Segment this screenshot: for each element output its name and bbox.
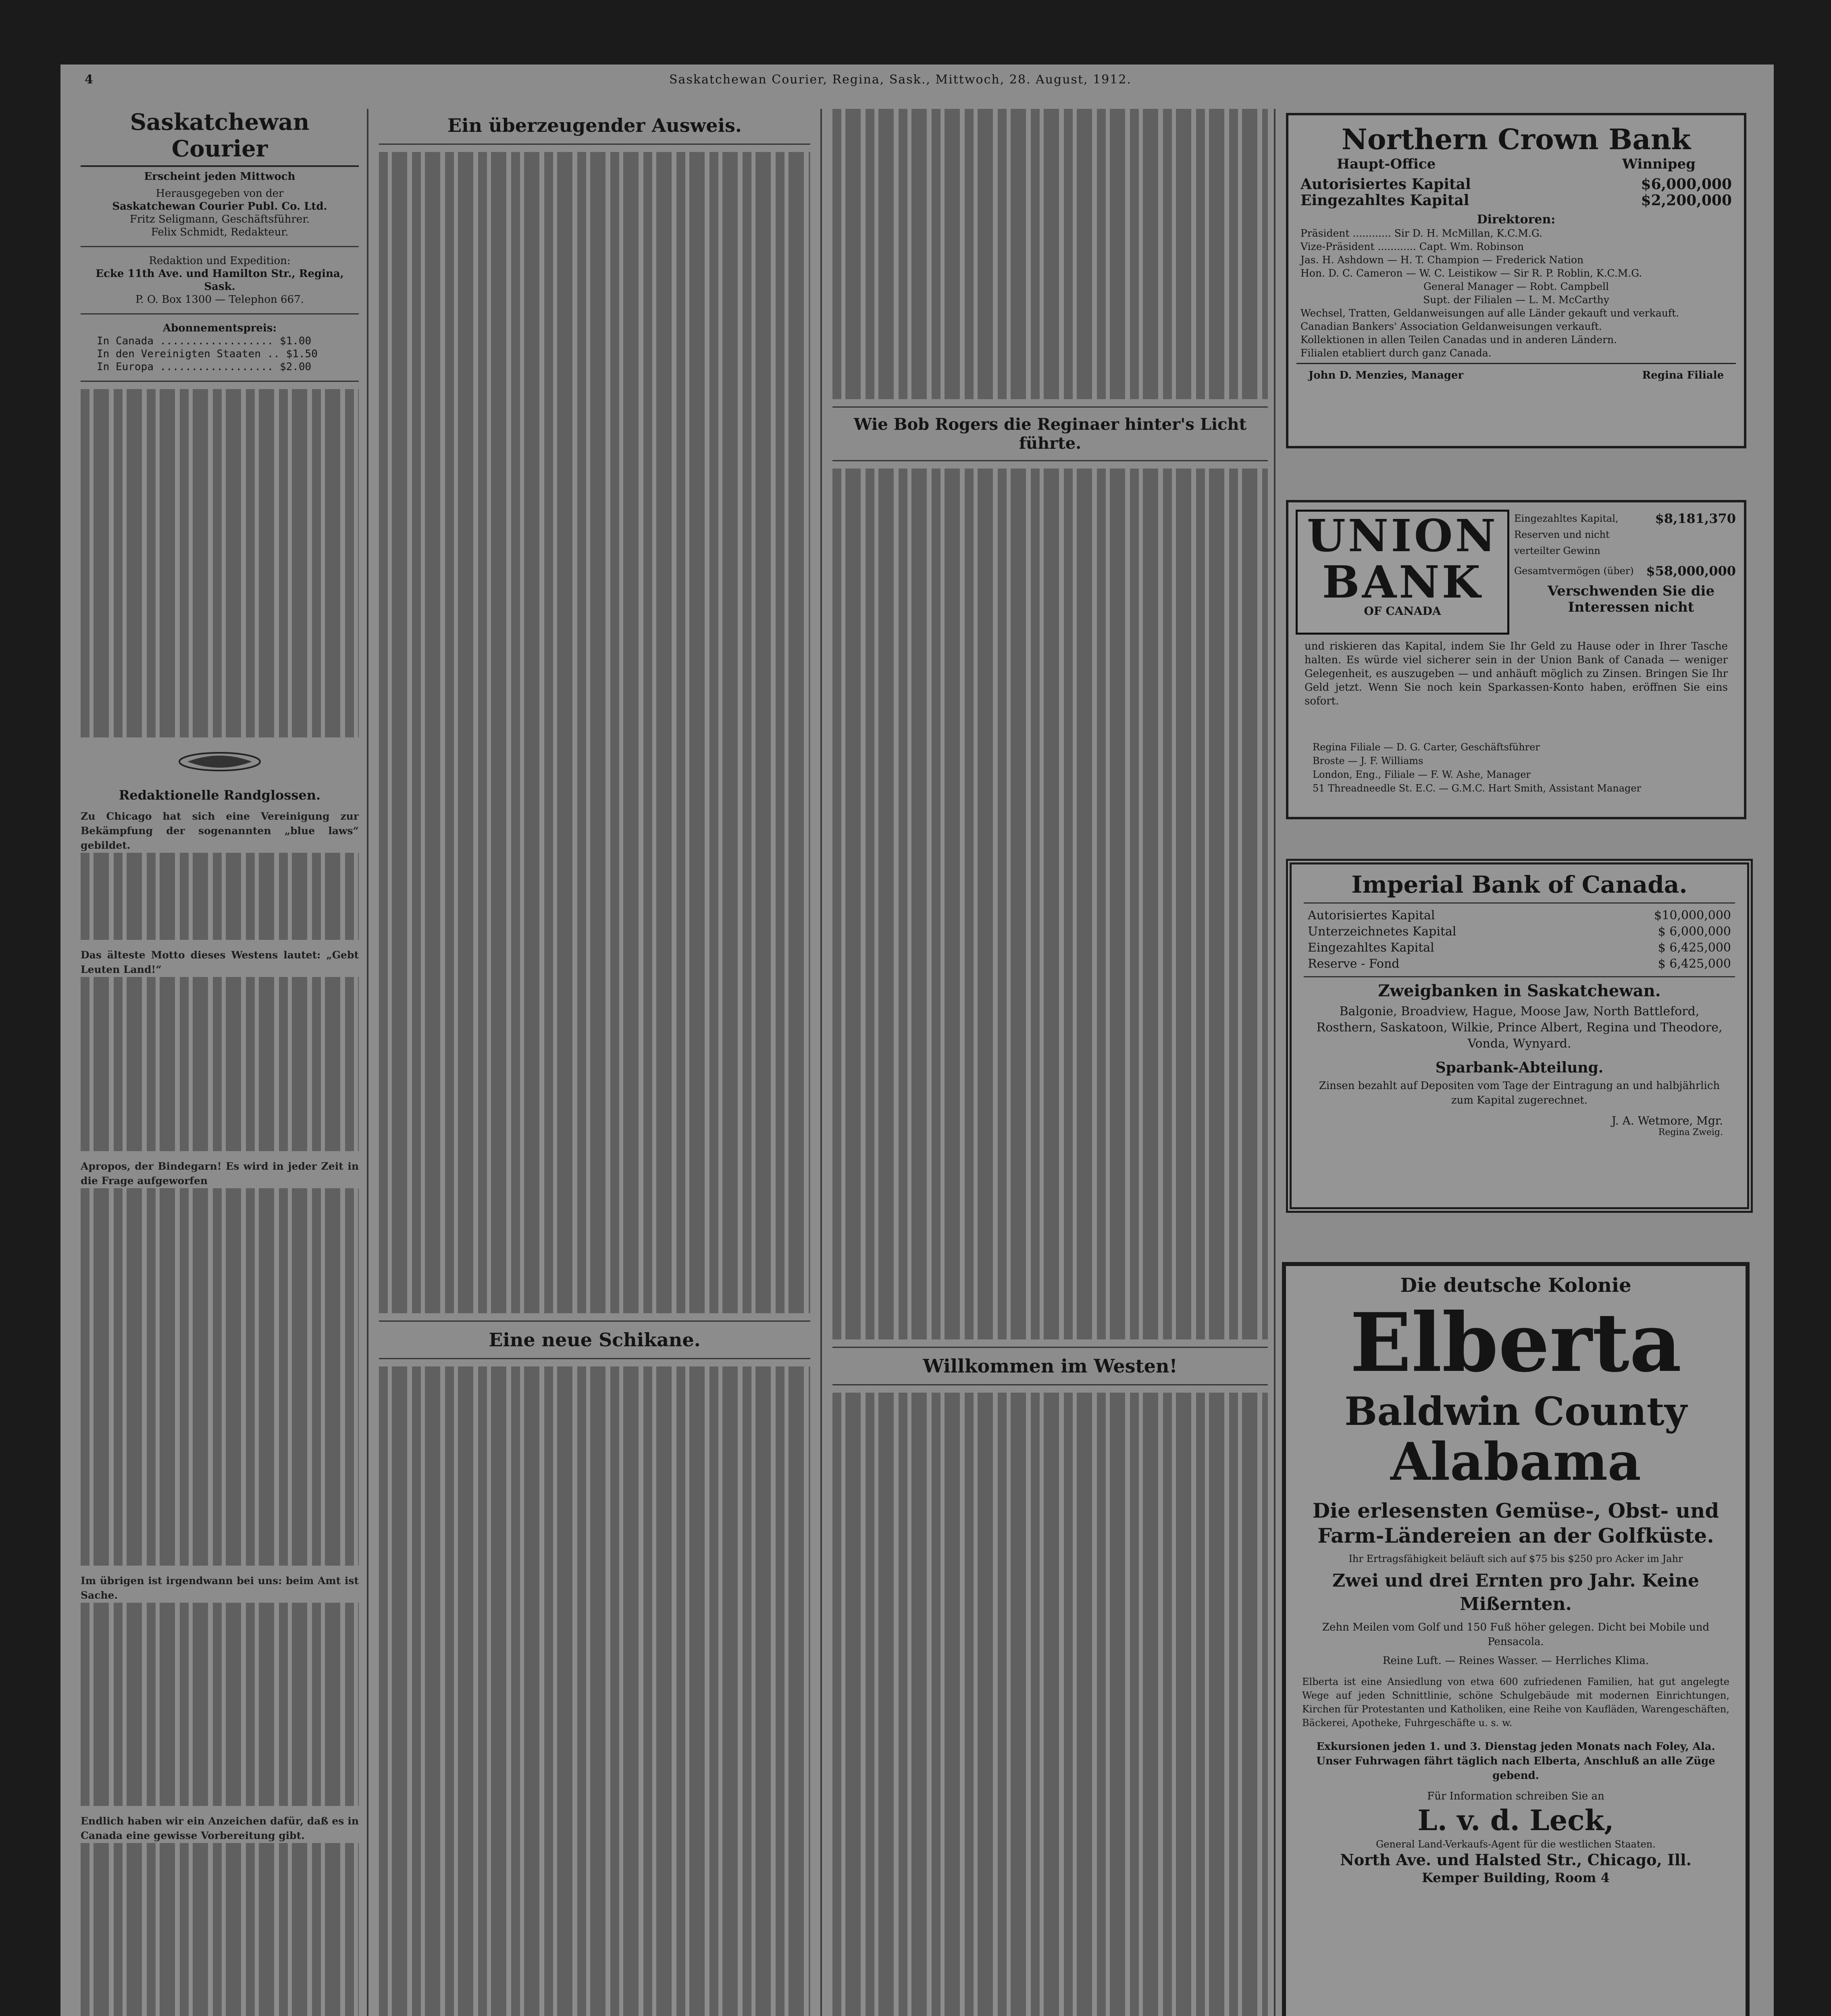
glosse-lead: Zu Chicago hat sich eine Vereinigung zur Bekämpfung der sogenannten „blue laws“ gebildet. <box>81 810 359 851</box>
union-bank-logo: UNION BANK OF CANADA <box>1296 510 1509 635</box>
column-3 <box>832 109 1268 2016</box>
prices <box>81 335 359 373</box>
article-continuation <box>832 109 1268 399</box>
glosse-lead: Apropos, der Bindegarn! Es wird in jeder Zeit in die Frage aufgeworfen <box>81 1160 359 1187</box>
union-figures: Eingezahltes Kapital, Reserven und nicht verteilter Gewinn $8,181,370 Gesamtvermögen (über) $58,000,000 <box>1514 511 1736 579</box>
ornament-divider <box>81 750 359 775</box>
article-willkommen-body <box>832 1393 1268 2016</box>
elberta-tagline: Die erlesensten Gemüse-, Obst- und Farm-Ländereien an der Golfküste. <box>1312 1499 1719 1547</box>
masthead-office <box>81 254 359 306</box>
article-schikane-body <box>379 1366 810 2016</box>
masthead-publisher <box>81 187 359 239</box>
directors-heading: Direktoren: <box>1477 212 1556 227</box>
publisher-line: Felix Schmidt, Redakteur. <box>151 226 289 238</box>
ad-union-bank <box>1286 500 1746 819</box>
column-rule <box>820 109 822 2016</box>
elberta-county: Baldwin County <box>1344 1389 1687 1434</box>
glosse-lead: Endlich haben wir ein Anzeichen dafür, daß es in Canada eine gewisse Vorbereitung gibt. <box>81 1815 359 1841</box>
price-line: In Europa .................. $2.00 <box>97 361 312 373</box>
headline-schikane: Eine neue Schikane. <box>489 1329 701 1351</box>
ad-footer: John D. Menzies, Manager Regina Filiale <box>1296 363 1736 383</box>
glosse-lead: Im übrigen ist irgendwann bei uns: beim Amt ist Sache. <box>81 1575 359 1601</box>
ad-title: Imperial Bank of Canada. <box>1351 871 1687 898</box>
imperial-capital-table: Autorisiertes Kapital $10,000,000 Unterzeichnetes Kapital $ 6,000,000 Eingezahltes Kapital $ 6,425,000 Reserve - Fond $ 6,425,000 <box>1308 908 1731 971</box>
page-number: 4 <box>85 73 93 87</box>
column-rule <box>367 109 368 2016</box>
running-head-text: Saskatchewan Courier, Regina, Sask., Mittwoch, 28. August, 1912. <box>669 73 1132 87</box>
office-label: Haupt-Office <box>1337 156 1436 172</box>
article-rogers-body <box>832 469 1268 1339</box>
capital-table <box>1288 172 1744 212</box>
elberta-info: Für Information schreiben Sie an <box>1427 1790 1604 1802</box>
imperial-branches-heading: Zweigbanken in Saskatchewan. <box>1378 981 1661 1000</box>
running-head <box>85 73 1750 97</box>
price-line: In Canada .................. $1.00 <box>97 335 312 347</box>
glosse-lead: Das älteste Motto dieses Westens lautet: „Gebt Leuten Land!“ <box>81 949 359 975</box>
imperial-branches: Balgonie, Broadview, Hague, Moose Jaw, North Battleford, Rosthern, Saskatoon, Wilkie, Prince Albert, Regina und Theodore, Vonda, Wynyard. <box>1316 1004 1723 1051</box>
office-line: Redaktion und Expedition: <box>149 255 291 267</box>
directors-list: Präsident ............ Sir D. H. McMillan, K.C.M.G. Vize-Präsident ............ Capt. Wm. Robinson Jas. H. Ashdown — H. T. Champion — Frederick Nation Hon. D. C. Cameron — W. C. Leistikow — Sir R. P. Roblin, K.C.M.G. General Manager — Robt. Campbell Supt. der Filialen — L. M. McCarthy Wechsel, Tratten, Geldanweisungen auf alle Länder gekauft und verkauft. Canadian Bankers' Association Geldanweisungen verkauft. Kollektionen in allen Teilen Canadas und in anderen Ländern. Filialen etabliert durch ganz Canada. <box>1300 227 1679 359</box>
column-2 <box>379 109 810 2016</box>
office-line: P. O. Box 1300 — Telephon 667. <box>135 294 304 306</box>
elberta-features: Reine Luft. — Reines Wasser. — Herrliches Klima. <box>1382 1655 1649 1667</box>
section-heading-randglossen: Redaktionelle Randglossen. <box>119 787 321 803</box>
headline-bob-rogers: Wie Bob Rogers die Reginaer hinter's Licht führte. <box>853 415 1247 453</box>
union-branches: Regina Filiale — D. G. Carter, Geschäftsführer Broste — J. F. Williams London, Eng., Filiale — F. W. Ashe, Manager 51 Threadneedle St. E.C. — G.M.C. Hart Smith, Assistant Manager <box>1313 741 1642 794</box>
ad-elberta <box>1282 1262 1750 2016</box>
imperial-manager: J. A. Wetmore, Mgr. Regina Zweig. <box>1611 1114 1723 1137</box>
elberta-agent-title: General Land-Verkaufs-Agent für die westlichen Staaten. <box>1376 1839 1656 1850</box>
elberta-agent: L. v. d. Leck, <box>1417 1804 1614 1837</box>
elberta-crops: Zwei und drei Ernten pro Jahr. Keine Mißernten. <box>1332 1570 1700 1614</box>
masthead-subtitle: Erscheint jeden Mittwoch <box>144 171 295 183</box>
masthead-title: Saskatchewan Courier <box>81 109 359 167</box>
office-line: Ecke 11th Ave. und Hamilton Str., Regina, Sask. <box>96 268 344 293</box>
elberta-body: Elberta ist eine Ansiedlung von etwa 600 zufriedenen Familien, hat gut angelegte Wege auf jeden Schnittlinie, schöne Schulgebäude mit modernen Einrichtungen, Kirchen für Protestanten und Katholiken, eine Reihe von Kaufläden, Warengeschäften, Bäckerei, Apotheke, Fuhrgeschäfte u. s. w. <box>1302 1676 1729 1729</box>
elberta-excursions: Exkursionen jeden 1. und 3. Dienstag jeden Monats nach Foley, Ala. Unser Fuhrwagen fährt täglich nach Elberta, Anschluß an alle Züge gebend. <box>1316 1741 1715 1782</box>
prices-heading: Abonnementspreis: <box>162 322 277 334</box>
elberta-address-room: Kemper Building, Room 4 <box>1422 1870 1610 1885</box>
elberta-title: Elberta <box>1350 1295 1682 1390</box>
headline-willkommen: Willkommen im Westen! <box>923 1355 1178 1377</box>
union-slogan: Verschwenden Sie die Interessen nicht <box>1547 583 1715 615</box>
price-line: In den Vereinigten Staaten .. $1.50 <box>97 348 318 360</box>
capital-row: Autorisiertes Kapital $6,000,000 <box>1300 176 1732 193</box>
publisher-line: Fritz Seligmann, Geschäftsführer. <box>129 213 310 225</box>
office-city: Winnipeg <box>1622 156 1696 172</box>
elberta-kicker: Die deutsche Kolonie <box>1400 1274 1631 1297</box>
ad-northern-crown-bank <box>1286 113 1746 448</box>
imperial-savings-heading: Sparbank-Abteilung. <box>1435 1059 1604 1076</box>
ad-title: Northern Crown Bank <box>1341 123 1691 156</box>
elberta-address: North Ave. und Halsted Str., Chicago, Ill. <box>1340 1851 1692 1869</box>
publisher-line: Saskatchewan Courier Publ. Co. Ltd. <box>112 200 327 212</box>
newspaper-page <box>60 65 1774 2016</box>
elberta-price-note: Ihr Ertragsfähigkeit beläuft sich auf $75 bis $250 pro Acker im Jahr <box>1348 1553 1683 1564</box>
publisher-line: Herausgegeben von der <box>156 187 284 200</box>
imperial-savings: Zinsen bezahlt auf Depositen vom Tage der Eintragung an und halbjährlich zum Kapital zugerechnet. <box>1319 1080 1720 1106</box>
headline-ausweis: Ein überzeugender Ausweis. <box>447 115 742 136</box>
union-text: und riskieren das Kapital, indem Sie Ihr Geld zu Hause oder in Ihrer Tasche halten. Es würde viel sicherer sein in der Union Bank of Canada — weniger Gelegenheit, es auszugeben — und anhäuft möglich zu Zinsen. Bringen Sie Ihr Geld jetzt. Wenn Sie noch kein Sparkassen-Konto haben, eröffnen Sie eins sofort. <box>1305 640 1728 707</box>
column-1 <box>81 109 359 2016</box>
masthead-notices <box>81 389 359 737</box>
ad-office-row <box>1288 156 1744 172</box>
capital-row: Eingezahltes Kapital $2,200,000 <box>1300 192 1732 209</box>
article-ausweis-body <box>379 152 810 1313</box>
elberta-location: Zehn Meilen vom Golf und 150 Fuß höher gelegen. Dicht bei Mobile und Pensacola. <box>1322 1621 1710 1648</box>
elberta-state: Alabama <box>1390 1432 1641 1492</box>
ad-imperial-bank <box>1286 859 1753 1213</box>
column-rule <box>1274 109 1275 2016</box>
